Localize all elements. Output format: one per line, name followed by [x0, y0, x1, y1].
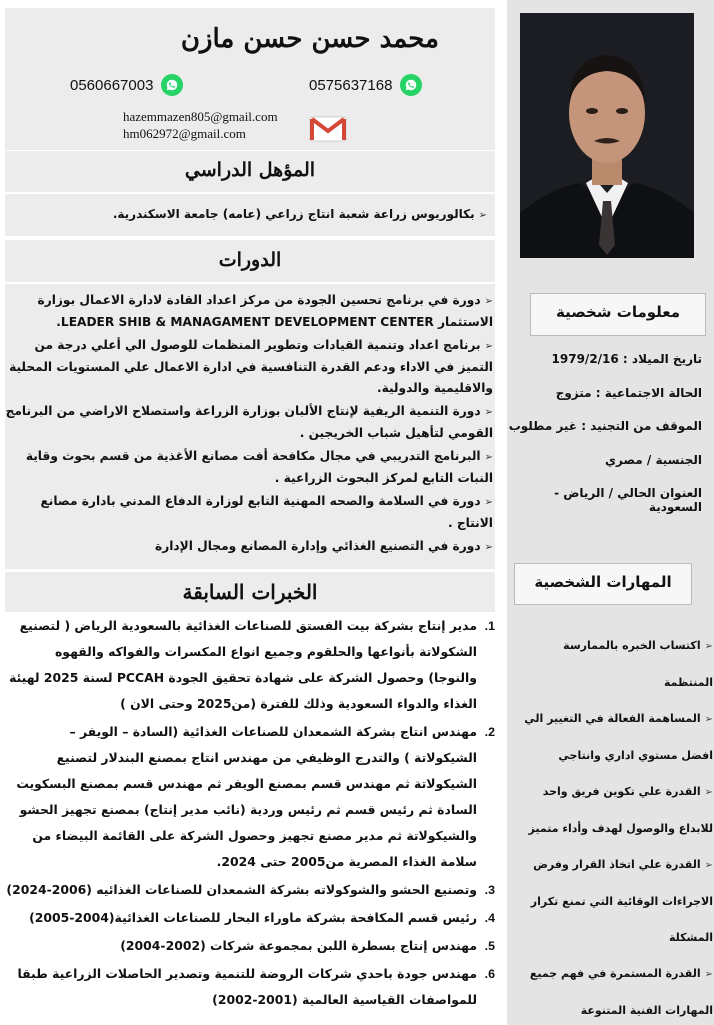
- list-item: 5. مهندس إنتاج بسطرة اللبن بمجموعة شركات (2002-2004): [120, 938, 495, 953]
- list-item: ➢البرنامج التدريبي في مجال مكافحة أفت مصانع الأغذية من قسم بحوث وقاية النبات التابع لمركز البحوث الزراعية .: [25, 449, 493, 485]
- arrow-bullet-icon: ➢: [704, 860, 713, 871]
- birth-date: تاريخ الميلاد : 1979/2/16: [551, 352, 702, 366]
- arrow-bullet-icon: ➢: [704, 714, 713, 725]
- list-item: 4. رئيس قسم المكافحة بشركة ماوراء البحار للصناعات الغذائية(2004-2005): [29, 910, 495, 925]
- arrow-bullet-icon: ➢: [478, 210, 487, 221]
- experience-list: [5, 613, 495, 1015]
- list-item: ➢دورة في السلامة والصحه المهنية التابع لوزارة الدفاع المدني بادارة مصانع الانتاج .: [40, 494, 493, 530]
- personal-info-heading: معلومات شخصية: [530, 293, 706, 336]
- nationality: الجنسية / مصري: [604, 452, 702, 467]
- phone-number: 0560667003: [70, 76, 154, 94]
- list-item: ➢القدرة المستمرة في فهم جميع المهارات الفنية المتنوعة: [529, 967, 713, 1017]
- list-item: ➢دورة في برنامج تحسين الجودة من مركز اعداد القادة لادارة الاعمال بوزارة الاستثمار LEADER SHIB & MANAGAMENT DEVELOPMENT CENTER.: [37, 293, 493, 329]
- list-item: 2. مهندس انتاج بشركة الشمعدان للصناعات الغذائية (السادة – الويفر – الشيكولاتة ) والتدرج الوظيفي من مهندس انتاج بمصنع البندلار لتصنيع الشيكولاتة ثم مهندس قسم بمصنع الويفر ثم مهندس قسم بمصنع البسكويت السادة ثم رئيس قسم ثم رئيس وردية (نائب مدير إنتاج) بمصنع تجهيز الحشو والشيكولاتة ثم مدير مصنع تجهيز وحصول الشركة على القائمة البيضاء من سلامة الغذاء المصرية من2005 حتى 2024.: [16, 724, 495, 869]
- email-address[interactable]: hazemmazen805@gmail.com: [123, 109, 278, 124]
- whatsapp-icon: [161, 74, 183, 96]
- qualification-heading: المؤهل الدراسي: [5, 151, 495, 192]
- list-item: ➢اكتساب الخبره بالممارسة المنتظمة: [563, 639, 713, 689]
- arrow-bullet-icon: ➢: [484, 407, 493, 418]
- courses-heading: الدورات: [5, 240, 495, 282]
- phone-primary[interactable]: [309, 74, 422, 96]
- arrow-bullet-icon: ➢: [484, 497, 493, 508]
- list-item: 3. وتصنيع الحشو والشوكولاته بشركة الشمعدان للصناعات الغذائيه (2006-2024): [6, 882, 495, 897]
- phone-secondary[interactable]: [70, 74, 183, 96]
- arrow-bullet-icon: ➢: [484, 452, 493, 463]
- courses-list: [5, 290, 493, 560]
- whatsapp-icon: [400, 74, 422, 96]
- personal-info-list: [502, 352, 702, 520]
- arrow-bullet-icon: ➢: [484, 341, 493, 352]
- marital-status: الحالة الاجتماعية : متزوج: [555, 385, 702, 400]
- arrow-bullet-icon: ➢: [704, 787, 713, 798]
- phone-number: 0575637168: [309, 76, 393, 94]
- profile-photo: [520, 13, 694, 258]
- list-item: ➢المساهمة الفعالة في التغيير الي افضل مستوي اداري وانتاجي: [524, 712, 713, 762]
- list-item: ➢دورة التنمية الريفية لإنتاج الألبان بوزارة الزراعة واستصلاح الاراضي من البرنامج القومي لتأهيل شباب الخريجين .: [5, 404, 493, 440]
- arrow-bullet-icon: ➢: [704, 641, 713, 652]
- arrow-bullet-icon: ➢: [484, 296, 493, 307]
- skills-heading: المهارات الشخصية: [514, 563, 692, 605]
- gmail-icon: [309, 116, 347, 142]
- list-item: ➢القدرة علي اتخاذ القرار وفرض الاجراءات الوقائية التي تمنع تكرار المشكلة: [530, 858, 713, 944]
- list-item: 6. مهندس جودة باحدي شركات الروضة للتنمية وتصدير الحاصلات الزراعية طبقا للمواصفات القياسية العالمية (2001-2002): [17, 966, 495, 1007]
- full-name: محمد حسن حسن مازن: [180, 24, 439, 54]
- list-item: ➢القدرة علي تكوين فريق واحد للابداع والوصول لهدف وأداء متميز: [528, 785, 713, 835]
- qualification-item: ➢بكالوريوس زراعة شعبة انتاج زراعي (عامه) جامعة الاسكندرية.: [112, 207, 487, 221]
- experience-heading: الخبرات السابقة: [5, 572, 495, 612]
- arrow-bullet-icon: ➢: [484, 542, 493, 553]
- email-list: [123, 108, 278, 142]
- list-item: 1. مدير إنتاج بشركة بيت الفستق للصناعات الغذائية بالسعودية الرياض ( لتصنيع الشكولاتة بأنواعها والحلقوم وجميع انواع المكسرات والفواكه والقهوه والنوجا) وحصول الشركة على شهادة تحقيق الجودة PCCAH لسنة 2025 لهيئة الغذاء والدواء السعودية وذلك للفترة (من2025 وحتى الان ): [9, 618, 495, 711]
- sidebar: [507, 0, 714, 1025]
- skills-list: [513, 628, 713, 1025]
- military-status: الموقف من التجنيد : غير مطلوب: [508, 419, 702, 433]
- email-address[interactable]: hm062972@gmail.com: [123, 126, 246, 141]
- list-item: ➢دورة في التصنيع الغذائي وإدارة المصانع ومجال الإدارة: [155, 539, 493, 553]
- list-item: ➢برنامج اعداد وتنمية القيادات وتطوير المنظمات للوصول الي أعلي درجة من التميز في الاداء ودعم القدرة التنافسية في ادارة الاعمال علي المستويات المحلية والاقليمية والدولية.: [9, 338, 493, 395]
- current-address: العنوان الحالي / الرياض - السعودية: [554, 486, 702, 514]
- arrow-bullet-icon: ➢: [704, 969, 713, 980]
